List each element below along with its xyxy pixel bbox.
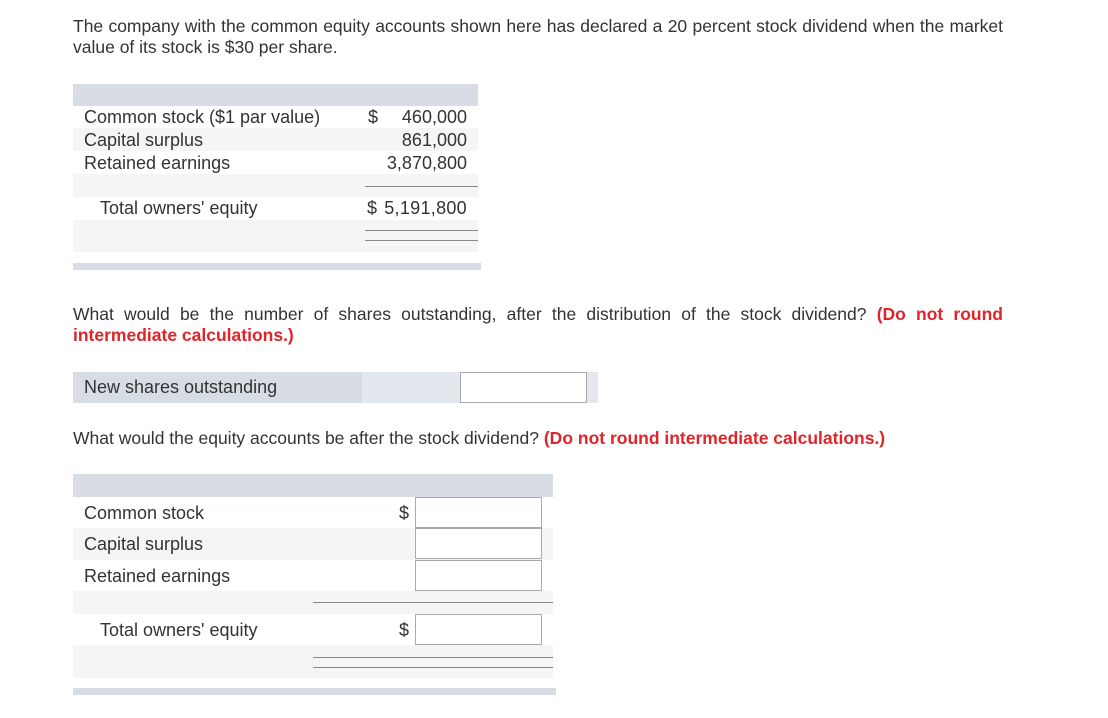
row-label: Capital surplus <box>84 534 204 554</box>
question-1: What would be the number of shares outstanding, after the distribution of the stock dividend? (Do not round intermediate calculations.) <box>73 304 1003 345</box>
total-value: 5,191,800 <box>384 198 467 218</box>
row-label: Common stock <box>84 503 205 523</box>
row-label: Retained earnings <box>84 153 231 173</box>
row-label: Retained earnings <box>84 566 231 586</box>
common-stock-input[interactable] <box>415 497 542 528</box>
given-equity-table <box>73 84 478 274</box>
total-equity-input[interactable] <box>415 614 542 645</box>
row-label: Capital surplus <box>84 130 204 150</box>
capital-surplus-input[interactable] <box>415 528 542 559</box>
question-2: What would the equity accounts be after the stock dividend? (Do not round intermediate calculations.) <box>73 428 886 448</box>
row-value: 3,870,800 <box>386 153 467 173</box>
currency-sign: $ <box>399 503 410 523</box>
currency-sign: $ <box>367 198 378 218</box>
currency-sign: $ <box>368 107 379 127</box>
currency-sign: $ <box>399 620 410 640</box>
intro-text: The company with the common equity accounts shown here has declared a 20 percent stock dividend when the market value of its stock is $30 per share. <box>73 16 1003 57</box>
row-value: 861,000 <box>401 130 467 150</box>
row-label: Common stock ($1 par value) <box>84 107 321 127</box>
new-shares-row <box>73 372 598 403</box>
total-label: Total owners' equity <box>100 620 258 640</box>
total-label: Total owners' equity <box>100 198 258 218</box>
answer-equity-table <box>73 474 553 696</box>
retained-earnings-input[interactable] <box>415 560 542 591</box>
new-shares-input[interactable] <box>460 372 587 403</box>
new-shares-label: New shares outstanding <box>84 377 278 397</box>
row-value: 460,000 <box>401 107 467 127</box>
